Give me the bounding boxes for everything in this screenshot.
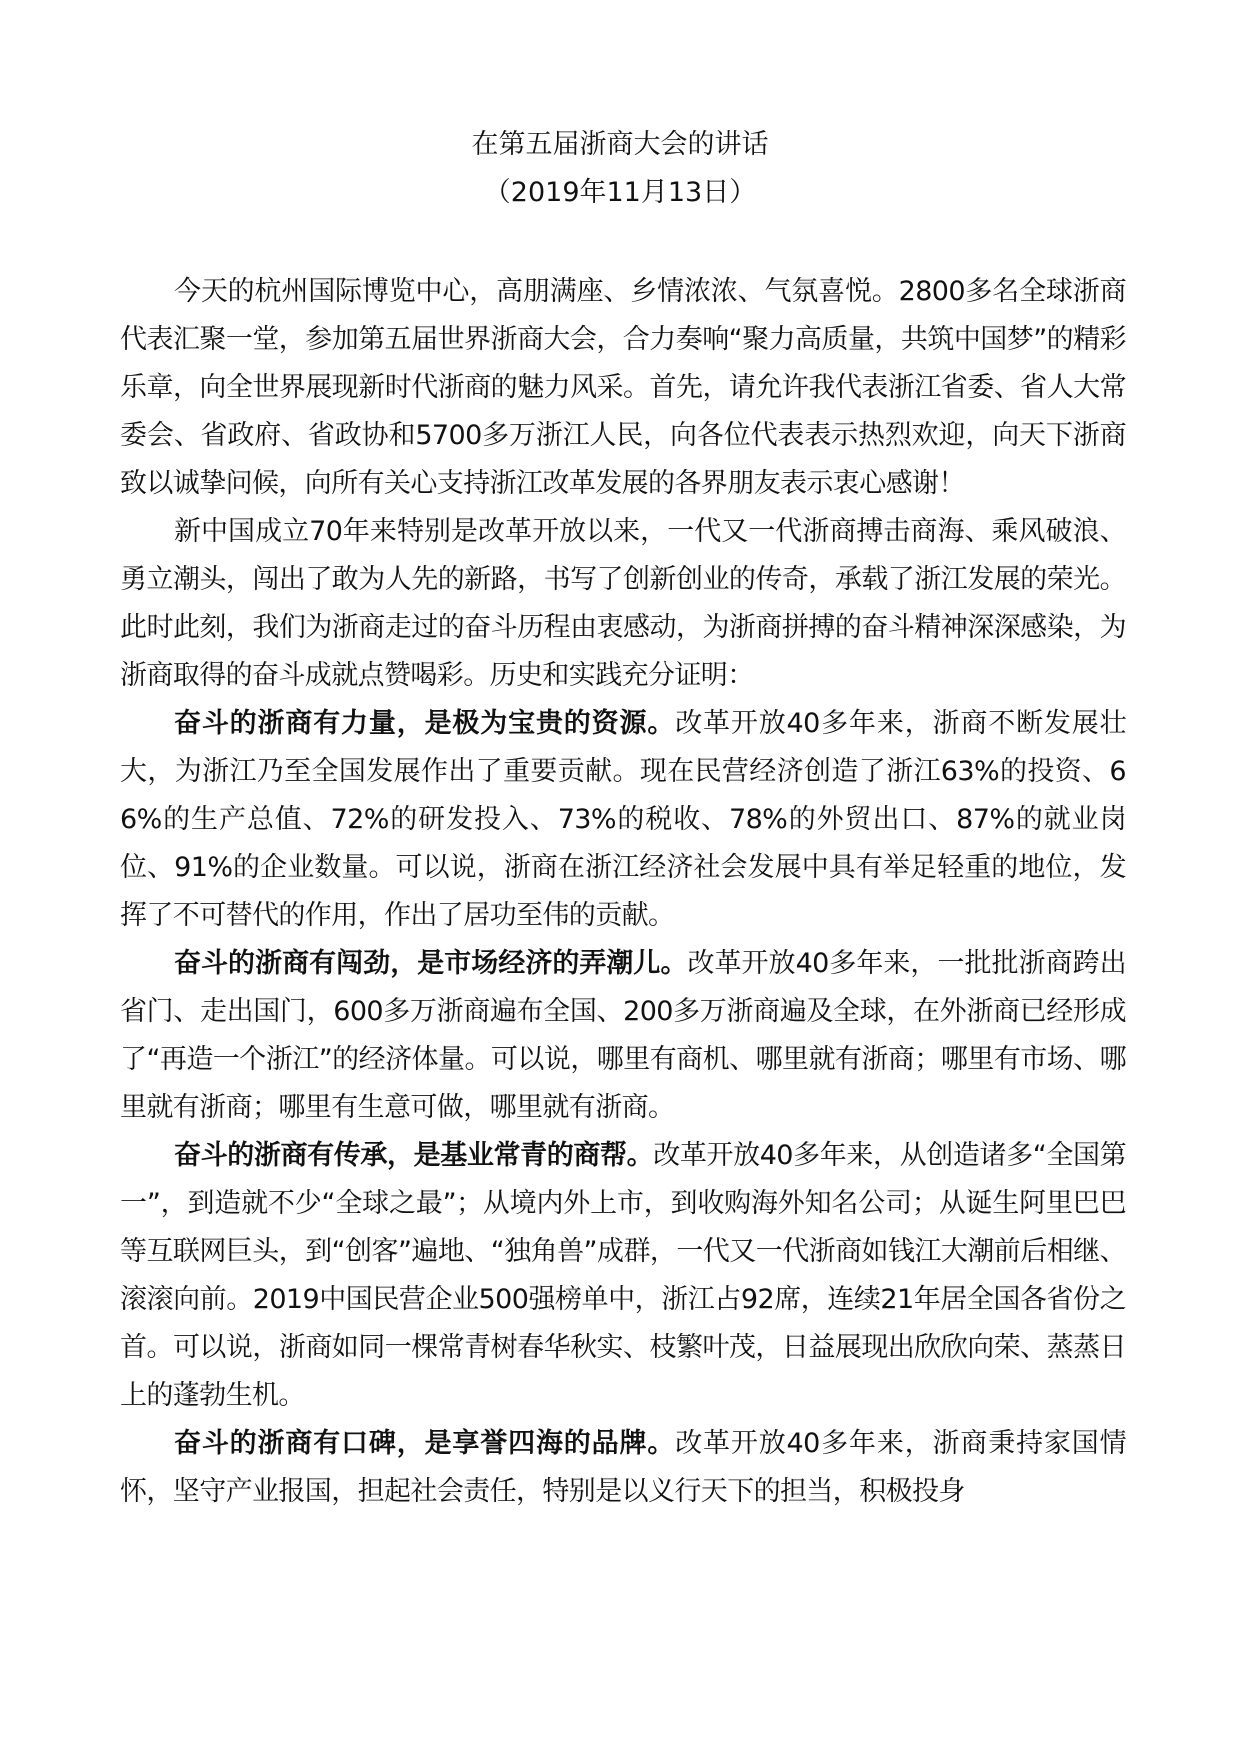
paragraph-text: 今天的杭州国际博览中心，高朋满座、乡情浓浓、气氛喜悦。2800多名全球浙商代表汇聚一堂，参加第五届世界浙商大会，合力奏响“聚力高质量，共筑中国梦”的精彩乐章，向全世界展现新时代浙商的魅力风采。首先，请允许我代表浙江省委、省人大常委会、省政府、省政协和5700多万浙江人民，向各位代表表示热烈欢迎，向天下浙商致以诚挚问候，向所有关心支持浙江改革发展的各界朋友表示衷心感谢！	[120, 276, 1126, 499]
document-date: （2019年11月13日）	[483, 177, 757, 208]
paragraph-text: 改革开放40多年来，浙商秉持家国情怀，坚守产业报国，担起社会责任，特别是以义行天下的担当，积极投身	[120, 1428, 1126, 1507]
document-body	[120, 268, 1126, 1516]
paragraph-welcome	[120, 268, 1126, 508]
paragraph-text: 新中国成立70年来特别是改革开放以来，一代又一代浙商搏击商海、乘风破浪、勇立潮头，闯出了敢为人先的新路，书写了创新创业的传奇，承载了浙江发展的荣光。此时此刻，我们为浙商走过的奋斗历程由衷感动，为浙商拼搏的奋斗精神深深感染，为浙商取得的奋斗成就点赞喝彩。历史和实践充分证明：	[120, 516, 1126, 691]
paragraph-legacy	[120, 1132, 1126, 1420]
paragraph-lead: 奋斗的浙商有传承，是基业常青的商帮。	[174, 1140, 654, 1171]
paragraph-drive	[120, 940, 1126, 1132]
paragraph-text: 改革开放40多年来，一批批浙商跨出省门、走出国门，600多万浙商遍布全国、200多万浙商遍及全球，在外浙商已经形成了“再造一个浙江”的经济体量。可以说，哪里有商机、哪里就有浙商；哪里有市场、哪里就有浙商；哪里有生意可做，哪里就有浙商。	[120, 948, 1126, 1123]
paragraph-lead: 奋斗的浙商有力量，是极为宝贵的资源。	[174, 708, 676, 739]
paragraph-strength	[120, 700, 1126, 940]
paragraph-history	[120, 508, 1126, 700]
document-title: 在第五届浙商大会的讲话	[471, 129, 769, 160]
paragraph-reputation	[120, 1420, 1126, 1516]
paragraph-lead: 奋斗的浙商有闯劲，是市场经济的弄潮儿。	[174, 948, 688, 979]
paragraph-text: 改革开放40多年来，从创造诸多“全国第一”，到造就不少“全球之最”；从境内外上市，到收购海外知名公司；从诞生阿里巴巴等互联网巨头，到“创客”遍地、“独角兽”成群，一代又一代浙商如钱江大潮前后相继、滚滚向前。2019中国民营企业500强榜单中，浙江占92席，连续21年居全国各省份之首。可以说，浙商如同一棵常青树春华秋实、枝繁叶茂，日益展现出欣欣向荣、蒸蒸日上的蓬勃生机。	[120, 1140, 1126, 1411]
paragraph-lead: 奋斗的浙商有口碑，是享誉四海的品牌。	[174, 1428, 676, 1459]
paragraph-text: 改革开放40多年来，浙商不断发展壮大，为浙江乃至全国发展作出了重要贡献。现在民营经济创造了浙江63%的投资、66%的生产总值、72%的研发投入、73%的税收、78%的外贸出口、87%的就业岗位、91%的企业数量。可以说，浙商在浙江经济社会发展中具有举足轻重的地位，发挥了不可替代的作用，作出了居功至伟的贡献。	[120, 708, 1126, 931]
